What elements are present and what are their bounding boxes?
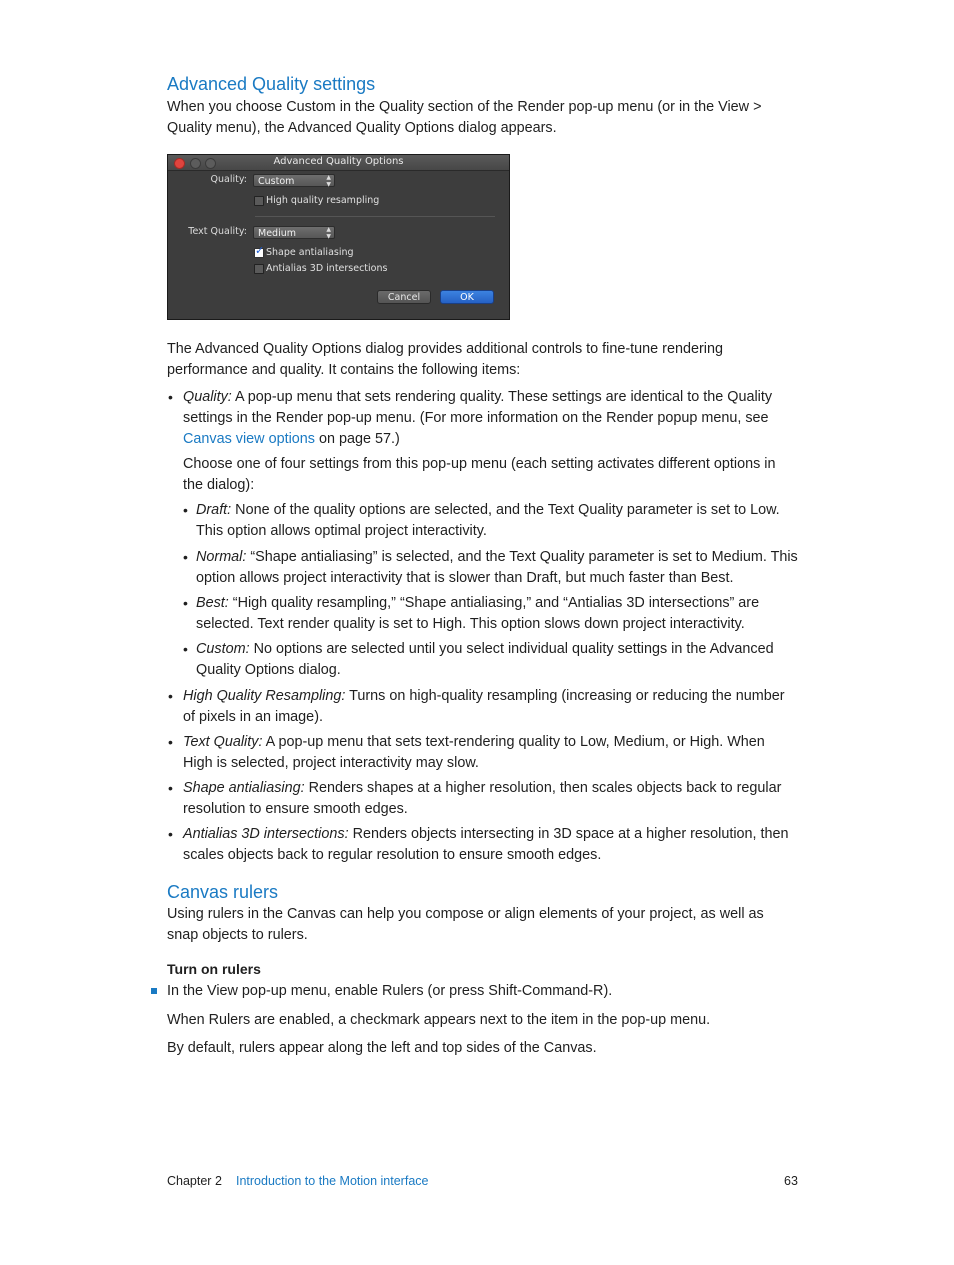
dialog-description: The Advanced Quality Options dialog provides additional controls to fine-tune rendering performance and quality. It contains the following items: bbox=[167, 341, 723, 378]
step-enable-rulers: In the View pop-up menu, enable Rulers (or press Shift-Command-R). bbox=[167, 983, 613, 999]
task-heading: Turn on rulers bbox=[167, 961, 261, 977]
rulers-note-default: By default, rulers appear along the left and top sides of the Canvas. bbox=[167, 1040, 597, 1056]
dialog-title-bar bbox=[168, 155, 509, 171]
antialias-3d-checkbox[interactable] bbox=[254, 264, 264, 274]
canvas-view-options-link[interactable]: Canvas view options bbox=[183, 431, 315, 447]
popup-arrows-icon: ▲ ▼ bbox=[326, 174, 331, 188]
list-item-custom: Custom: No options are selected until you select individual quality settings in the Advanced Quality Options dialog. bbox=[196, 641, 774, 678]
rulers-note-checkmark: When Rulers are enabled, a checkmark appears next to the item in the pop-up menu. bbox=[167, 1012, 711, 1028]
bullet-icon: • bbox=[168, 826, 173, 842]
high-quality-resampling-label: High quality resampling bbox=[266, 195, 380, 206]
quality-popup[interactable] bbox=[253, 174, 335, 187]
antialias-3d-label: Antialias 3D intersections bbox=[266, 263, 388, 274]
choose-settings-paragraph: Choose one of four settings from this pop-up menu (each setting activates different options in the dialog): bbox=[183, 456, 776, 493]
bullet-icon: • bbox=[168, 734, 173, 750]
page-number: 63 bbox=[784, 1174, 798, 1188]
bullet-icon: • bbox=[183, 641, 188, 657]
dialog-separator bbox=[255, 216, 495, 217]
list-item-antialias-3d: Antialias 3D intersections: Renders objects intersecting in 3D space at a higher resolution, then scales objects back to regular resolution to ensure smooth edges. bbox=[183, 826, 789, 863]
bullet-icon: • bbox=[183, 549, 188, 565]
shape-antialiasing-label: Shape antialiasing bbox=[266, 247, 354, 258]
section-heading-advanced-quality: Advanced Quality settings bbox=[167, 74, 376, 94]
ok-button[interactable]: OK bbox=[440, 290, 494, 304]
text-quality-label: Text Quality: bbox=[188, 226, 247, 237]
bullet-icon: • bbox=[168, 688, 173, 704]
list-item-normal: Normal: “Shape antialiasing” is selected, and the Text Quality parameter is set to Medium. This option allows project interactivity that is slower than Draft, but much faster than Best. bbox=[196, 549, 798, 586]
list-item-text-quality: Text Quality: A pop-up menu that sets text-rendering quality to Low, Medium, or High. When High is selected, project interactivity may slow. bbox=[183, 734, 765, 771]
cancel-button[interactable]: Cancel bbox=[377, 290, 431, 304]
bullet-icon: • bbox=[168, 780, 173, 796]
list-item-draft: Draft: None of the quality options are selected, and the Text Quality parameter is set to Low. This option allows optimal project interactivity. bbox=[196, 502, 780, 539]
quality-popup-value: Custom bbox=[258, 176, 295, 187]
section1-intro: When you choose Custom in the Quality section of the Render pop-up menu (or in the View > Quality menu), the Advanced Quality Options dialog appears. bbox=[167, 99, 762, 136]
checkmark-icon: ✓ bbox=[255, 244, 265, 257]
footer-chapter-link[interactable]: Introduction to the Motion interface bbox=[236, 1174, 429, 1188]
high-quality-resampling-checkbox[interactable] bbox=[254, 196, 264, 206]
text-quality-popup[interactable] bbox=[253, 226, 335, 239]
step-square-icon bbox=[151, 988, 157, 994]
bullet-icon: • bbox=[168, 389, 173, 405]
advanced-quality-options-dialog bbox=[167, 154, 510, 320]
text-quality-popup-value: Medium bbox=[258, 228, 296, 239]
list-item-quality: Quality: A pop-up menu that sets rendering quality. These settings are identical to the Quality settings in the Render pop-up menu. (For more information on the Render popup menu, see Canvas view options on page 57.) bbox=[183, 389, 773, 447]
bullet-icon: • bbox=[183, 502, 188, 518]
dialog-title: Advanced Quality Options bbox=[273, 156, 404, 167]
section2-intro: Using rulers in the Canvas can help you compose or align elements of your project, as well as snap objects to rulers. bbox=[167, 906, 764, 943]
footer-chapter: Chapter 2 bbox=[167, 1174, 222, 1188]
shape-antialiasing-checkbox[interactable] bbox=[254, 244, 265, 258]
list-item-high-quality-resampling: High Quality Resampling: Turns on high-quality resampling (increasing or reducing the number of pixels in an image). bbox=[183, 688, 785, 725]
section-heading-canvas-rulers: Canvas rulers bbox=[167, 882, 279, 902]
list-item-shape-antialiasing: Shape antialiasing: Renders shapes at a higher resolution, then scales objects back to regular resolution to ensure smooth edges. bbox=[183, 780, 782, 817]
list-item-best: Best: “High quality resampling,” “Shape antialiasing,” and “Antialias 3D intersections” are selected. Text render quality is set to High. This option slows down project interactivity. bbox=[196, 595, 760, 632]
popup-arrows-icon: ▲ ▼ bbox=[326, 226, 331, 240]
quality-label: Quality: bbox=[210, 174, 247, 185]
bullet-icon: • bbox=[183, 595, 188, 611]
